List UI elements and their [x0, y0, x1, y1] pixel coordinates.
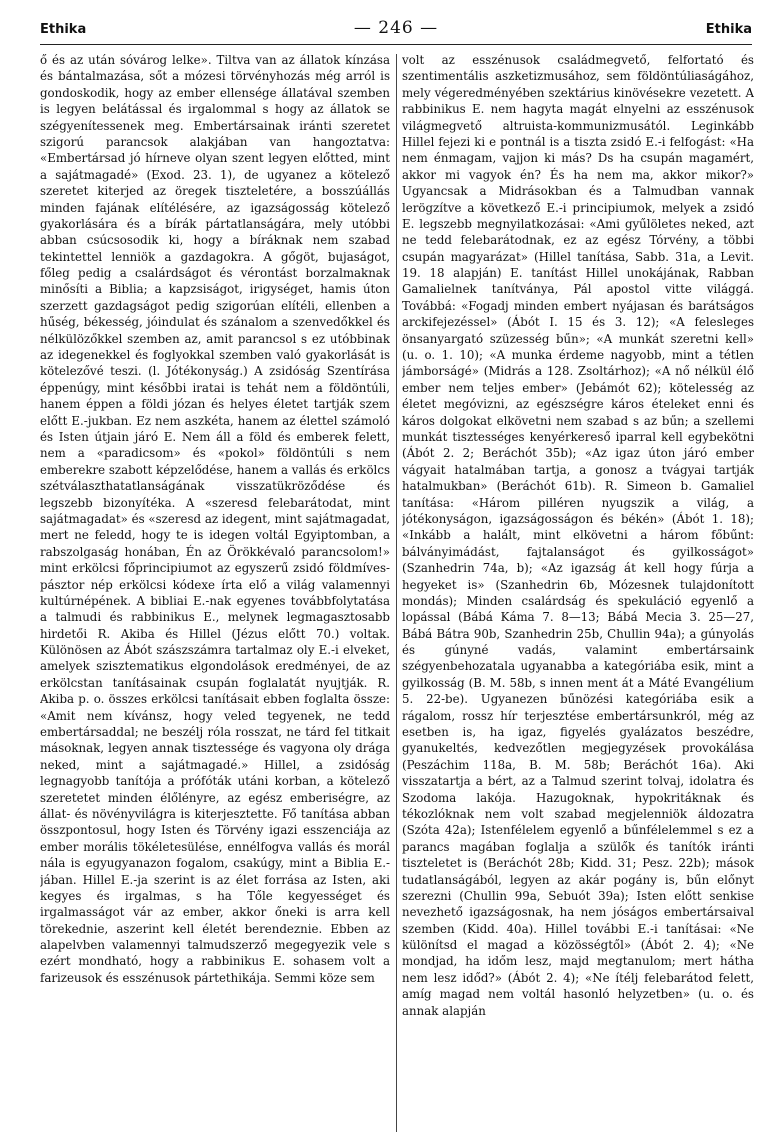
column-divider — [396, 54, 397, 1132]
column-right-text: volt az esszénusok családmegvető, felfortató és szentimentális aszketizmusához, sem földöntúliaságához, mely végeredményében szektárius kinövésekre vezetett. A rabbinikus E. nem hagyta magát elnyelni az esszénusok világmegvető altruista-kommunizmusától. Leginkább Hillel fejezi ki e pontnál is a tiszta zsidó E.-i felfogást: «Ha nem énmagam, vajjon ki más? Ds ha csupán magamért, akkor mi vagyok én? És ha nem ma, akkor mikor?» Ugyancsak a Midrásokban és a Talmudban vannak lerögzítve a következő E.-i principiumok, melyek a zsidó E. legszebb megnyilatkozásai: «Ami gyűlöletes neked, azt ne tedd felebarátodnak, ez az egész Tórvény, a többi csupán magyarázat» (Hillel tanítása, Sabb. 31a, a Levit. 19. 18 alapján) E. tanítást Hillel unokájának, Rabban Gamalielnek tanítványa, Pál apostol vitte világgá. Továbbá: «Fogadj minden embert nyájasan és barátságos arckifejezéssel» (Ábót I. 15 és 3. 12); «A felesleges önsanyargató szüzesség bűn»; «A munkát szeretni kell» (u. o. 1. 10); «A munka érdeme nagyobb, mint a tétlen jámborságé» (Midrás a 128. Zsoltárhoz); «A nő nélkül élő ember nem teljes ember» (Jebámót 62); kötelesség az életet megóvizni, az egészségre káros ételeket enni és káros dolgokat elkövetni nem szabad s az bűn; a szellemi munkát tisztességes kenyérkereső iparral kell egybekötni (Ábót 2. 2; Beráchót 35b); «Az igaz úton járó ember vágyait hatalmában tartja, a gonosz a tvágyai tartják hatalmukban» (Beráchót 61b). R. Simeon b. Gamaliel tanítása: «Három pilléren nyugszik a világ, a jótékonyságon, igazságosságon és békén» (Ábót 1. 18); «Inkább a halált, mint elkövetni a három főbűnt: bálványimádást, fajtalanságot és gyilkosságot» (Szanhedrin 74a, b); «Az igazság át kell hogy fúrja a hegyeket is» (Szanhedrin 6b, Mózesnek tulajdonított mondás); Minden csalárdság és spekuláció egyenlő a lopással (Bábá Káma 7. 8—13; Bábá Mecia 3. 25—27, Bábá Bátra 90b, Szanhedrin 25b, Chullin 94a); a gúnyolás és gúnyné vadás, valamint embertársaink szégyenbehozatala ugyanabba a kategóriába esik, mint a gyilkosság (B. M. 58b, s innen ment át a Máté Evangélium 5. 22-be). Ugyanezen bűnözési kategóriába esik a rágalom, rossz hír terjesztése embertársunkról, még az esetben is, ha igaz, figyelés gyalázatos beszédre, gyanukeltés, kedvezőtlen megjegyzések provokálása (Peszáchim 118a, B. M. 58b; Beráchót 16a). Aki visszatartja a bért, az a Talmud szerint tolvaj, idolatra és Szodoma lakója. Hazugoknak, hypokritáknak és tékozlóknak nem volt szabad megjelenniök áldozatra (Szóta 42a); Istenfélelem egyenlő a bűnfélelemmel s ez a parancs magában foglalja a szülők és tanítók iránti tiszteletet is (Beráchót 28b; Kidd. 31; Pesz. 22b); mások tudatlanságából, legyen az akár pogány is, bűn előnyt szerezni (Chullin 99a, Sebuót 39a); Isten előtt senkise nevezhető igazságosnak, ha nem jóságos embertársaival szemben (Kidd. 40a). Hillel további E.-i tanításai: «Ne különítsd el magad a közösségtől» (Ábót 2. 4); «Ne mondjad, ha időm lesz, majd megtanulom; mert hátha nem lesz időd?» (Ábót 2. 4); «Ne ítélj felebarátod felett, amíg magad nem voltál hasonló helyzetben» (u. o. és annak alapján — [402, 53, 754, 1018]
header-section-title-left: Ethika — [40, 22, 87, 37]
page-number: — 246 — — [353, 18, 439, 38]
text-column-left — [40, 52, 390, 1132]
column-left-text: ő és az után sóvárog lelke». Tiltva van az állatok kínzása és bántalmazása, sőt a mózesi törvényhozás még arról is gondoskodik, hogy az ember ellensége állatával szemben is legyen belátással és irgalommal s hogy az állatok se szégyenítessenek meg. Embertársainak iránti szeretet szigorú parancsok alakjában van hangoztatva: «Embertársad jó hírneve olyan szent legyen előtted, mint a sajátmagadé» (Exod. 23. 1), de ugyanez a kötelező szeretet kiterjed az öregek tiszteletére, a bosszúállás minden fajának elítélésére, az igazságosság kötelező gyakorlására és a bírák pártatlanságára, mely utóbbi abban csúcsosodik ki, hogy a bíráknak nem szabad tekintettel lenniök a gazdagokra. A gőgöt, bujaságot, főleg pedig a csalárdságot és vérontást borzalmaknak minősíti a Biblia; a kapzsiságot, irigységet, hamis úton szerzett gazdagságot pedig szigorúan elítéli, ellenben a hűség, békesség, jóindulat és szánalom a szenvedőkkel és nélkülözőkkel szemben az, amit parancsol s ez utóbbinak az idegenekkel és foglyokkal szemben való gyakorlását is kötelezővé teszi. (l. Jótékonyság.) A zsidóság Szentírása éppenúgy, mint későbbi iratai is tehát nem a földöntúli, hanem éppen a földi józan és helyes életet tartják szem előtt E.-jukban. Ez nem aszkéta, hanem az élettel számoló és Isten útjain járó E. Nem áll a föld és emberek felett, nem a «paradicsom» és «pokol» földöntúli s nem emberekre szabott képzelődése, hanem a vallás és erkölcs szétválaszthatatlanságának visszatükröződése és legszebb bizonyítéka. A «szeresd felebarátodat, mint sajátmagadat» és «szeresd az idegent, mint sajátmagadat, mert ne feledd, hogy te is idegen voltál Egyiptomban, a rabszolgaság honában, Én az Örökkévaló parancsolom!» mint erkölcsi főprincipiumot az egyszerű zsidó földmíves-pásztor nép erkölcsi kódexe írta elő a világ valamennyi kultúrnépének. A bibliai E.-nak egyenes továbbfolytatása a talmudi és rabbinikus E., melynek legmagasztosabb hirdetői R. Akiba és Hillel (Jézus előtt 70.) voltak. Különösen az Ábót szászszámra tartalmaz oly E.-i elveket, amelyek szisztematikus elgondolások eredményei, de az erkölcstan tanításainak csupán foglalatát nyujtják. R. Akiba p. o. összes erkölcsi tanításait ebben foglalta össze: «Amit nem kívánsz, hogy veled tegyenek, ne tedd embertársaddal; ne beszélj róla rosszat, ne tárd fel titkait másoknak, legyen annak tisztessége és vagyona oly drága neked, mint a sajátmagadé.» Hillel, a zsidóság legnagyobb tanítója a prófóták utáni korban, a kötelező szeretetet minden élőlényre, az egész emberiségre, az állat- és növényvilágra is kiterjesztette. Fő tanítása abban összpontosul, hogy Isten és Törvény igazi esszenciája az ember morális tökéletesülése, ennélfogva vallás és morál nála is egyugyanazon fogalom, csakúgy, mint a Biblia E.-jában. Hillel E.-ja szerint is az élet forrása az Isten, aki kegyes és irgalmas, s ha Tőle kegyességet és irgalmasságot vár az ember, akkor őneki is arra kell törekednie, aszerint kell életét berendeznie. Ebben az alapelvben valamennyi talmudszerző megegyezik vele s ezért mondható, hogy a rabbinikus E. sohasem volt a farizeusok és esszénusok pártethikája. Semmi köze sem — [40, 53, 390, 985]
running-header — [40, 18, 752, 45]
header-section-title-right: Ethika — [705, 22, 752, 37]
text-column-right — [402, 52, 754, 1132]
